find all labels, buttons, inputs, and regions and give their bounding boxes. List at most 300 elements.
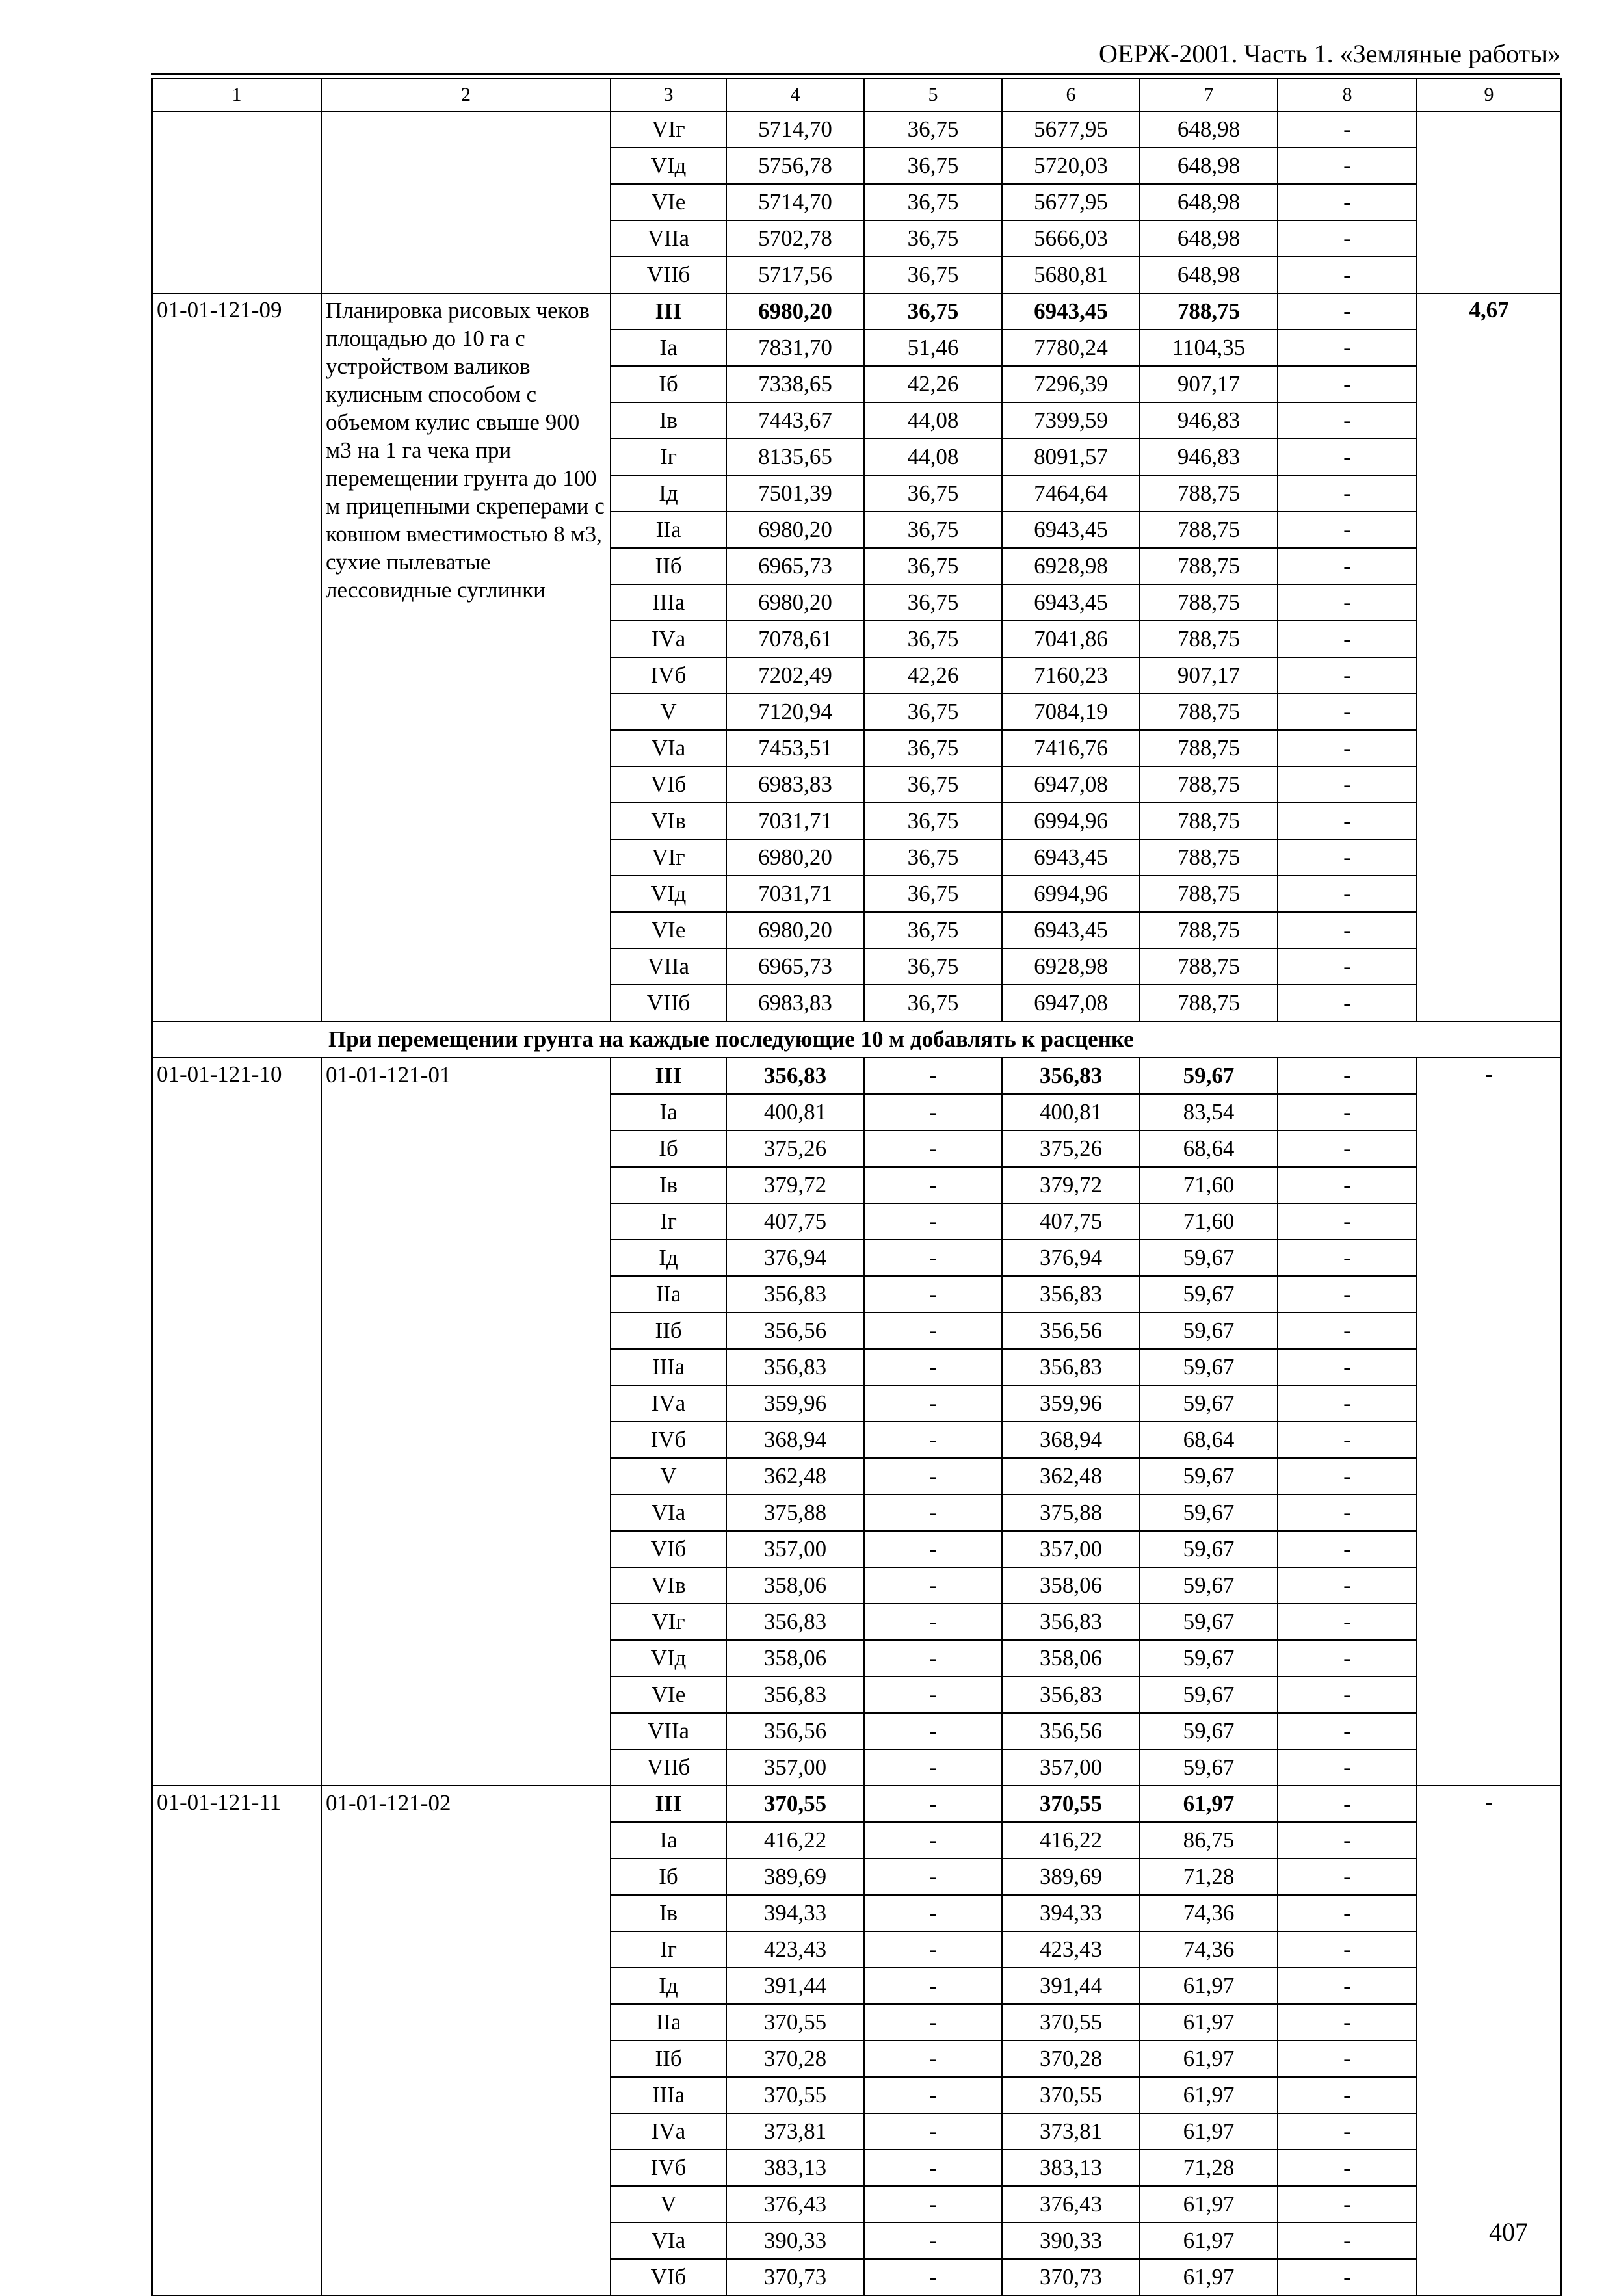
value-cell: 44,08 xyxy=(864,439,1002,475)
value-cell: - xyxy=(1278,766,1417,803)
value-cell: 358,06 xyxy=(1002,1640,1140,1676)
value-cell: 788,75 xyxy=(1140,912,1278,948)
item-description: 01-01-121-02 xyxy=(321,1786,611,2295)
value-cell: 7041,86 xyxy=(1002,621,1140,657)
value-cell: - xyxy=(1278,402,1417,439)
value-cell: - xyxy=(1278,2077,1417,2113)
value-cell: - xyxy=(1278,876,1417,912)
soil-group: VIд xyxy=(611,1640,726,1676)
value-cell: - xyxy=(1278,1385,1417,1422)
soil-group: IIб xyxy=(611,1312,726,1349)
value-cell: 358,06 xyxy=(1002,1567,1140,1604)
soil-group: VIе xyxy=(611,912,726,948)
value-cell: 788,75 xyxy=(1140,694,1278,730)
value-cell: - xyxy=(1278,1240,1417,1276)
value-cell: 362,48 xyxy=(1002,1458,1140,1494)
value-cell: 368,94 xyxy=(726,1422,864,1458)
value-cell: 36,75 xyxy=(864,985,1002,1021)
value-cell: 7078,61 xyxy=(726,621,864,657)
value-cell: 59,67 xyxy=(1140,1240,1278,1276)
value-cell: 400,81 xyxy=(1002,1094,1140,1130)
value-cell: - xyxy=(1278,1968,1417,2004)
value-cell: - xyxy=(1278,111,1417,148)
soil-group: VIIа xyxy=(611,220,726,257)
value-cell: 36,75 xyxy=(864,876,1002,912)
value-cell: 648,98 xyxy=(1140,148,1278,184)
soil-group: VIв xyxy=(611,803,726,839)
value-cell: - xyxy=(864,1640,1002,1676)
soil-group: VIе xyxy=(611,1676,726,1713)
soil-group: IIа xyxy=(611,2004,726,2041)
value-cell: 7202,49 xyxy=(726,657,864,694)
value-cell: 6980,20 xyxy=(726,584,864,621)
value-cell: - xyxy=(1278,2150,1417,2186)
table-row xyxy=(152,293,1561,330)
value-cell: 368,94 xyxy=(1002,1422,1140,1458)
value-cell: - xyxy=(864,1422,1002,1458)
value-cell: 370,55 xyxy=(1002,1786,1140,1822)
value-cell: 42,26 xyxy=(864,366,1002,402)
value-cell: - xyxy=(864,2150,1002,2186)
value-cell: 36,75 xyxy=(864,293,1002,330)
value-cell: - xyxy=(1278,621,1417,657)
value-cell: - xyxy=(1278,839,1417,876)
value-cell: - xyxy=(1278,1058,1417,1094)
value-cell: 390,33 xyxy=(1002,2223,1140,2259)
value-cell: 36,75 xyxy=(864,257,1002,293)
value-cell: 7031,71 xyxy=(726,876,864,912)
soil-group: VIе xyxy=(611,184,726,220)
value-cell: 61,97 xyxy=(1140,2077,1278,2113)
value-cell: - xyxy=(1278,1458,1417,1494)
value-cell: 59,67 xyxy=(1140,1312,1278,1349)
value-cell: - xyxy=(864,2004,1002,2041)
soil-group: VIа xyxy=(611,1494,726,1531)
value-cell: - xyxy=(864,2223,1002,2259)
value-cell: 71,60 xyxy=(1140,1203,1278,1240)
value-cell: 6965,73 xyxy=(726,548,864,584)
value-cell: 788,75 xyxy=(1140,621,1278,657)
value-cell: 946,83 xyxy=(1140,402,1278,439)
column-number: 8 xyxy=(1278,79,1417,111)
value-cell: - xyxy=(864,1859,1002,1895)
value-cell: - xyxy=(864,1167,1002,1203)
soil-group: Iв xyxy=(611,402,726,439)
soil-group: Iг xyxy=(611,1931,726,1968)
value-cell: 356,56 xyxy=(1002,1312,1140,1349)
value-cell: 5677,95 xyxy=(1002,111,1140,148)
soil-group: VIа xyxy=(611,730,726,766)
value-cell: - xyxy=(1278,1822,1417,1859)
value-cell: 370,55 xyxy=(726,2004,864,2041)
soil-group: IVа xyxy=(611,621,726,657)
value-cell: 61,97 xyxy=(1140,2041,1278,2077)
value-cell: 356,83 xyxy=(726,1276,864,1312)
value-cell: 36,75 xyxy=(864,475,1002,512)
item-code: 01-01-121-11 xyxy=(152,1786,321,2295)
value-cell: 370,55 xyxy=(726,2077,864,2113)
value-cell: 71,28 xyxy=(1140,2150,1278,2186)
value-cell: 7464,64 xyxy=(1002,475,1140,512)
col9-value: - xyxy=(1417,1786,1561,2295)
soil-group: VIд xyxy=(611,148,726,184)
value-cell: 648,98 xyxy=(1140,220,1278,257)
value-cell: 376,94 xyxy=(1002,1240,1140,1276)
soil-group: VIд xyxy=(611,876,726,912)
value-cell: 357,00 xyxy=(726,1749,864,1786)
value-cell: 356,83 xyxy=(726,1676,864,1713)
value-cell: - xyxy=(864,1494,1002,1531)
value-cell: 648,98 xyxy=(1140,184,1278,220)
value-cell: 68,64 xyxy=(1140,1130,1278,1167)
value-cell: 6965,73 xyxy=(726,948,864,985)
value-cell: 61,97 xyxy=(1140,2223,1278,2259)
table-row xyxy=(152,111,1561,148)
item-description: Планировка рисовых чеков площадью до 10 га с устройством валиков кулисным способом с объемом кулис свыше 900 м3 на 1 га чека при перемещении грунта до 100 м прицепными скреперами с ковшом вместимостью 8 м3, сухие пылеватые лессовидные суглинки xyxy=(321,293,611,1021)
value-cell: 788,75 xyxy=(1140,293,1278,330)
value-cell: - xyxy=(1278,439,1417,475)
value-cell: 6947,08 xyxy=(1002,985,1140,1021)
value-cell: 6983,83 xyxy=(726,766,864,803)
value-cell: - xyxy=(864,2077,1002,2113)
value-cell: - xyxy=(1278,184,1417,220)
value-cell: 788,75 xyxy=(1140,584,1278,621)
item-code: 01-01-121-10 xyxy=(152,1058,321,1786)
soil-group: Iд xyxy=(611,1240,726,1276)
section-note: При перемещении грунта на каждые последующие 10 м добавлять к расценке xyxy=(152,1021,1561,1058)
value-cell: 390,33 xyxy=(726,2223,864,2259)
column-number: 6 xyxy=(1002,79,1140,111)
value-cell: 1104,35 xyxy=(1140,330,1278,366)
soil-group: IVа xyxy=(611,1385,726,1422)
soil-group: Iг xyxy=(611,439,726,475)
value-cell: 7399,59 xyxy=(1002,402,1140,439)
soil-group: IVа xyxy=(611,2113,726,2150)
value-cell: - xyxy=(1278,1494,1417,1531)
value-cell: 83,54 xyxy=(1140,1094,1278,1130)
value-cell: 376,94 xyxy=(726,1240,864,1276)
value-cell: 61,97 xyxy=(1140,1968,1278,2004)
value-cell: 407,75 xyxy=(1002,1203,1140,1240)
value-cell: 5714,70 xyxy=(726,111,864,148)
value-cell: 68,64 xyxy=(1140,1422,1278,1458)
soil-group: VIIб xyxy=(611,985,726,1021)
value-cell: - xyxy=(864,1749,1002,1786)
value-cell: - xyxy=(864,1203,1002,1240)
value-cell: - xyxy=(1278,1676,1417,1713)
value-cell: 648,98 xyxy=(1140,111,1278,148)
soil-group: VIб xyxy=(611,766,726,803)
value-cell: 36,75 xyxy=(864,512,1002,548)
value-cell: 59,67 xyxy=(1140,1276,1278,1312)
soil-group: III xyxy=(611,1786,726,1822)
value-cell: 416,22 xyxy=(1002,1822,1140,1859)
section-note-row xyxy=(152,1021,1561,1058)
value-cell: 59,67 xyxy=(1140,1749,1278,1786)
value-cell: 6980,20 xyxy=(726,912,864,948)
value-cell: - xyxy=(864,1676,1002,1713)
value-cell: - xyxy=(1278,1349,1417,1385)
value-cell: 61,97 xyxy=(1140,2259,1278,2295)
value-cell: 6980,20 xyxy=(726,293,864,330)
value-cell: 59,67 xyxy=(1140,1058,1278,1094)
value-cell: 423,43 xyxy=(726,1931,864,1968)
soil-group: VIа xyxy=(611,2223,726,2259)
value-cell: - xyxy=(864,1458,1002,1494)
value-cell: 36,75 xyxy=(864,548,1002,584)
value-cell: - xyxy=(1278,1604,1417,1640)
value-cell: 383,13 xyxy=(726,2150,864,2186)
column-number: 3 xyxy=(611,79,726,111)
value-cell: - xyxy=(864,1968,1002,2004)
value-cell: 71,60 xyxy=(1140,1167,1278,1203)
soil-group: Iа xyxy=(611,1094,726,1130)
value-cell: - xyxy=(1278,1531,1417,1567)
item-description: 01-01-121-01 xyxy=(321,1058,611,1786)
header-rule xyxy=(151,73,1560,75)
value-cell: 5666,03 xyxy=(1002,220,1140,257)
column-number: 7 xyxy=(1140,79,1278,111)
value-cell: - xyxy=(864,1895,1002,1931)
value-cell: 59,67 xyxy=(1140,1349,1278,1385)
value-cell: 356,83 xyxy=(1002,1276,1140,1312)
value-cell: - xyxy=(864,1276,1002,1312)
value-cell: - xyxy=(864,1349,1002,1385)
soil-group: VIв xyxy=(611,1567,726,1604)
value-cell: 86,75 xyxy=(1140,1822,1278,1859)
value-cell: 59,67 xyxy=(1140,1713,1278,1749)
value-cell: 400,81 xyxy=(726,1094,864,1130)
value-cell: 71,28 xyxy=(1140,1859,1278,1895)
value-cell: 370,55 xyxy=(1002,2004,1140,2041)
value-cell: 7416,76 xyxy=(1002,730,1140,766)
value-cell: 391,44 xyxy=(1002,1968,1140,2004)
value-cell: - xyxy=(1278,257,1417,293)
value-cell: 59,67 xyxy=(1140,1604,1278,1640)
value-cell: 7031,71 xyxy=(726,803,864,839)
value-cell: 370,73 xyxy=(726,2259,864,2295)
value-cell: - xyxy=(864,1385,1002,1422)
value-cell: 7160,23 xyxy=(1002,657,1140,694)
value-cell: 394,33 xyxy=(1002,1895,1140,1931)
column-number-row xyxy=(152,79,1561,111)
value-cell: 370,55 xyxy=(726,1786,864,1822)
value-cell: 359,96 xyxy=(726,1385,864,1422)
value-cell: 407,75 xyxy=(726,1203,864,1240)
soil-group: Iд xyxy=(611,475,726,512)
value-cell: 389,69 xyxy=(726,1859,864,1895)
soil-group: VIIа xyxy=(611,1713,726,1749)
table-row xyxy=(152,1786,1561,1822)
value-cell: 788,75 xyxy=(1140,948,1278,985)
value-cell: - xyxy=(1278,1859,1417,1895)
value-cell: 373,81 xyxy=(1002,2113,1140,2150)
value-cell: 376,43 xyxy=(1002,2186,1140,2223)
value-cell: - xyxy=(1278,2223,1417,2259)
value-cell: - xyxy=(1278,293,1417,330)
value-cell: 788,75 xyxy=(1140,803,1278,839)
value-cell: 59,67 xyxy=(1140,1385,1278,1422)
value-cell: 36,75 xyxy=(864,111,1002,148)
value-cell: - xyxy=(1278,584,1417,621)
value-cell: - xyxy=(864,1786,1002,1822)
soil-group: Iб xyxy=(611,1130,726,1167)
value-cell: - xyxy=(1278,2186,1417,2223)
col9-value xyxy=(1417,111,1561,293)
value-cell: - xyxy=(1278,148,1417,184)
value-cell: - xyxy=(1278,1895,1417,1931)
value-cell: 36,75 xyxy=(864,148,1002,184)
soil-group: VIб xyxy=(611,1531,726,1567)
value-cell: 36,75 xyxy=(864,184,1002,220)
value-cell: 394,33 xyxy=(726,1895,864,1931)
value-cell: 356,83 xyxy=(1002,1676,1140,1713)
soil-group: VIг xyxy=(611,1604,726,1640)
value-cell: 6994,96 xyxy=(1002,803,1140,839)
value-cell: 6980,20 xyxy=(726,512,864,548)
value-cell: 788,75 xyxy=(1140,475,1278,512)
soil-group: Iа xyxy=(611,1822,726,1859)
value-cell: 788,75 xyxy=(1140,985,1278,1021)
soil-group: Iв xyxy=(611,1895,726,1931)
value-cell: 7453,51 xyxy=(726,730,864,766)
value-cell: - xyxy=(1278,1786,1417,1822)
value-cell: 907,17 xyxy=(1140,657,1278,694)
value-cell: 359,96 xyxy=(1002,1385,1140,1422)
value-cell: 6943,45 xyxy=(1002,293,1140,330)
value-cell: 7443,67 xyxy=(726,402,864,439)
soil-group: IIа xyxy=(611,1276,726,1312)
value-cell: 375,26 xyxy=(726,1130,864,1167)
column-number: 4 xyxy=(726,79,864,111)
value-cell: - xyxy=(1278,1567,1417,1604)
value-cell: 356,83 xyxy=(726,1058,864,1094)
col9-value: 4,67 xyxy=(1417,293,1561,1021)
value-cell: - xyxy=(864,1094,1002,1130)
value-cell: 36,75 xyxy=(864,621,1002,657)
value-cell: 5680,81 xyxy=(1002,257,1140,293)
value-cell: 7296,39 xyxy=(1002,366,1140,402)
value-cell: 6983,83 xyxy=(726,985,864,1021)
value-cell: - xyxy=(1278,1130,1417,1167)
value-cell: - xyxy=(864,1567,1002,1604)
soil-group: VIIб xyxy=(611,1749,726,1786)
soil-group: VIг xyxy=(611,839,726,876)
soil-group: IVб xyxy=(611,2150,726,2186)
value-cell: 5677,95 xyxy=(1002,184,1140,220)
value-cell: - xyxy=(1278,220,1417,257)
value-cell: - xyxy=(1278,1931,1417,1968)
value-cell: 36,75 xyxy=(864,948,1002,985)
value-cell: 423,43 xyxy=(1002,1931,1140,1968)
value-cell: 383,13 xyxy=(1002,2150,1140,2186)
value-cell: 7780,24 xyxy=(1002,330,1140,366)
soil-group: Iв xyxy=(611,1167,726,1203)
soil-group: III xyxy=(611,293,726,330)
value-cell: 391,44 xyxy=(726,1968,864,2004)
soil-group: V xyxy=(611,694,726,730)
page-number: 407 xyxy=(1489,2217,1528,2247)
value-cell: 788,75 xyxy=(1140,548,1278,584)
value-cell: 5720,03 xyxy=(1002,148,1140,184)
value-cell: 357,00 xyxy=(1002,1531,1140,1567)
value-cell: 416,22 xyxy=(726,1822,864,1859)
value-cell: 6928,98 xyxy=(1002,948,1140,985)
value-cell: - xyxy=(1278,1167,1417,1203)
value-cell: 51,46 xyxy=(864,330,1002,366)
value-cell: 5714,70 xyxy=(726,184,864,220)
soil-group: Iб xyxy=(611,366,726,402)
value-cell: - xyxy=(1278,912,1417,948)
soil-group: IIа xyxy=(611,512,726,548)
value-cell: - xyxy=(1278,694,1417,730)
value-cell: 356,56 xyxy=(726,1713,864,1749)
value-cell: 356,83 xyxy=(1002,1058,1140,1094)
soil-group: Iг xyxy=(611,1203,726,1240)
value-cell: 370,73 xyxy=(1002,2259,1140,2295)
value-cell: 42,26 xyxy=(864,657,1002,694)
value-cell: - xyxy=(1278,2113,1417,2150)
value-cell: - xyxy=(1278,1094,1417,1130)
value-cell: 59,67 xyxy=(1140,1494,1278,1531)
value-cell: 358,06 xyxy=(726,1640,864,1676)
soil-group: V xyxy=(611,2186,726,2223)
value-cell: - xyxy=(864,1822,1002,1859)
value-cell: - xyxy=(864,1713,1002,1749)
value-cell: 357,00 xyxy=(726,1531,864,1567)
value-cell: 6943,45 xyxy=(1002,912,1140,948)
soil-group: IIб xyxy=(611,2041,726,2077)
value-cell: - xyxy=(1278,2004,1417,2041)
value-cell: 5717,56 xyxy=(726,257,864,293)
value-cell: 36,75 xyxy=(864,803,1002,839)
value-cell: 7831,70 xyxy=(726,330,864,366)
soil-group: IIIа xyxy=(611,1349,726,1385)
value-cell: 356,83 xyxy=(1002,1349,1140,1385)
value-cell: - xyxy=(1278,1640,1417,1676)
value-cell: 7084,19 xyxy=(1002,694,1140,730)
value-cell: 36,75 xyxy=(864,730,1002,766)
value-cell: 36,75 xyxy=(864,766,1002,803)
value-cell: 788,75 xyxy=(1140,512,1278,548)
value-cell: 74,36 xyxy=(1140,1931,1278,1968)
value-cell: - xyxy=(1278,1713,1417,1749)
value-cell: 36,75 xyxy=(864,839,1002,876)
value-cell: - xyxy=(864,1312,1002,1349)
table-row xyxy=(152,1058,1561,1094)
column-number: 5 xyxy=(864,79,1002,111)
column-number: 2 xyxy=(321,79,611,111)
value-cell: - xyxy=(1278,985,1417,1021)
value-cell: 375,88 xyxy=(1002,1494,1140,1531)
value-cell: 44,08 xyxy=(864,402,1002,439)
value-cell: 6943,45 xyxy=(1002,584,1140,621)
column-number: 9 xyxy=(1417,79,1561,111)
value-cell: 356,56 xyxy=(1002,1713,1140,1749)
value-cell: 788,75 xyxy=(1140,766,1278,803)
value-cell: 6928,98 xyxy=(1002,548,1140,584)
item-code: 01-01-121-09 xyxy=(152,293,321,1021)
value-cell: 5702,78 xyxy=(726,220,864,257)
value-cell: 370,55 xyxy=(1002,2077,1140,2113)
value-cell: 6994,96 xyxy=(1002,876,1140,912)
value-cell: 788,75 xyxy=(1140,876,1278,912)
value-cell: 907,17 xyxy=(1140,366,1278,402)
value-cell: 6943,45 xyxy=(1002,512,1140,548)
value-cell: 788,75 xyxy=(1140,730,1278,766)
value-cell: - xyxy=(1278,366,1417,402)
value-cell: 36,75 xyxy=(864,220,1002,257)
